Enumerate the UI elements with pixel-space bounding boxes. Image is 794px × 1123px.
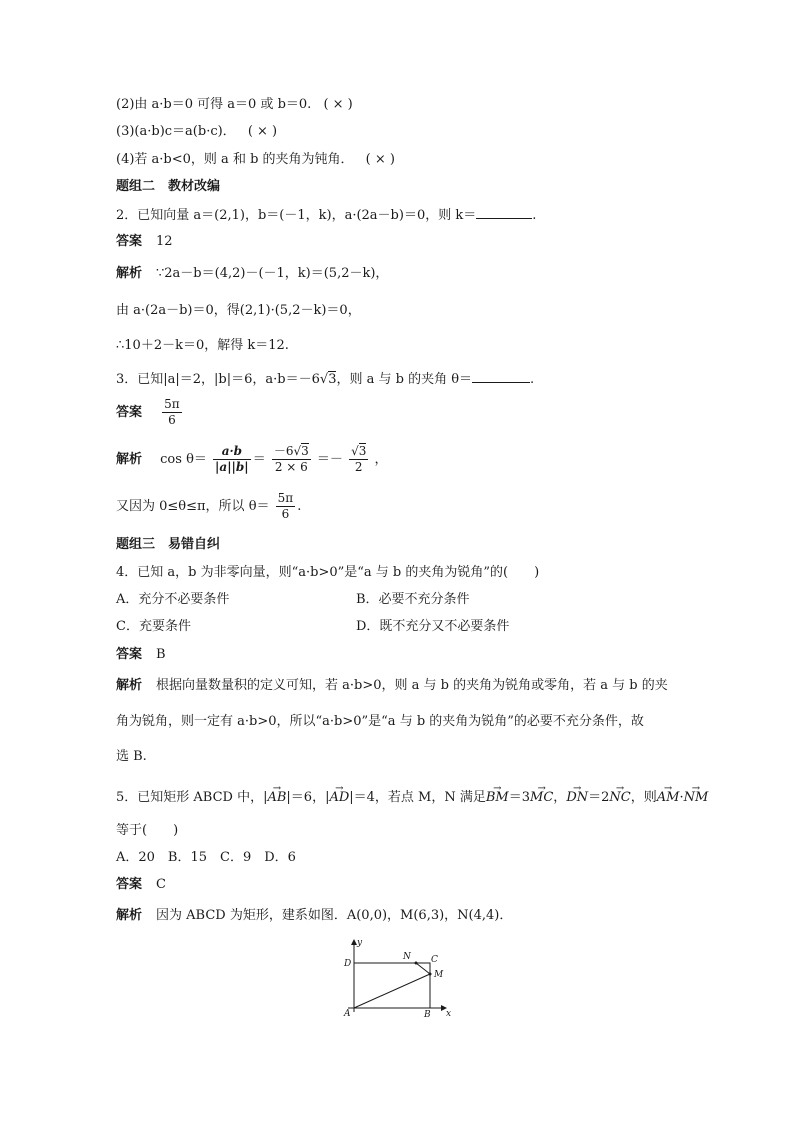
label-c: C xyxy=(431,955,438,965)
label-b: B xyxy=(424,1010,431,1020)
coordinate-figure xyxy=(338,936,458,1020)
q4-analysis-1: 解析 根据向量数量积的定义可知，若 a·b>0，则 a 与 b 的夹角为锐角或零角，若 a 与 b 的夹 xyxy=(116,678,668,693)
mark-x: ( × ) xyxy=(323,97,353,112)
label-d: D xyxy=(344,959,352,969)
q3-analysis-1: 解析 cos θ＝ $\frac{a\cdot b}{|a||b|}$ ＝ $\frac{-6√3}{2 \times 6}$ ＝－ $\frac{√3}{2}$ ， xyxy=(116,444,388,474)
q5-analysis: 解析 因为 ABCD 为矩形，建系如图．A(0,0)，M(6,3)，N(4,4)． xyxy=(116,908,513,923)
fraction: $\frac{√3}{2}$ xyxy=(351,444,367,474)
group2-title: 题组二 教材改编 xyxy=(116,179,221,194)
q1-item-4: (4)若 a·b<0，则 a 和 b 的夹角为钝角． ( × ) xyxy=(116,152,395,167)
label-n: N xyxy=(403,952,411,962)
q3-answer: 答案 $\frac{5\pi}{6}$ xyxy=(116,397,180,427)
q3-stem: 3．已知|a|＝2，|b|＝6，a·b＝－6√3，则 a 与 b 的夹角 θ＝ . xyxy=(116,372,535,387)
q3-analysis-2: 又因为 0≤θ≤π，所以 θ＝ $\frac{5\pi}{6}$ . xyxy=(116,491,302,521)
label-m: M xyxy=(434,970,444,980)
q4-option-c: C．充要条件 xyxy=(116,619,191,634)
q4-option-a: A．充分不必要条件 xyxy=(116,592,230,607)
rectangle-abcd xyxy=(354,963,430,1008)
q2-answer: 答案 12 xyxy=(116,234,173,249)
point-n xyxy=(415,962,418,965)
fraction: $\frac{a\cdot b}{|a||b|}$ xyxy=(215,444,249,474)
q4-option-b: B．必要不充分条件 xyxy=(356,592,470,607)
q4-option-d: D．既不充分又不必要条件 xyxy=(356,619,510,634)
q4-answer: 答案 B xyxy=(116,647,166,662)
q5-options: A．20 B．15 C．9 D．6 xyxy=(116,850,296,865)
label-x: x xyxy=(446,1009,452,1019)
q5-stem: 5．已知矩形 ABCD 中，|→ AB|＝6，|→ AD|＝4，若点 M，N 满足→ BM＝3→ MC，→ DN＝2→ NC，则→ AM·→ NM xyxy=(116,789,708,807)
answer-blank xyxy=(476,206,532,219)
mark-x: ( × ) xyxy=(247,124,278,139)
q5-stem-end: 等于( ) xyxy=(116,823,179,838)
q2-analysis-3: ∴10＋2－k＝0，解得 k＝12. xyxy=(116,338,289,353)
q5-answer: 答案 C xyxy=(116,877,166,892)
q2-analysis-1: 解析 ∵2a－b＝(4,2)－(－1，k)＝(5,2－k)， xyxy=(116,266,389,281)
q1-item-2: (2)由 a·b＝0 可得 a＝0 或 b＝0. ( × ) xyxy=(116,97,353,112)
label-a: A xyxy=(344,1009,351,1019)
segment-am xyxy=(354,974,430,1008)
fraction: $\frac{-6√3}{2 \times 6}$ xyxy=(273,444,309,474)
q2-stem: 2．已知向量 a＝(2,1)，b＝(－1，k)，a·(2a－b)＝0，则 k＝ . xyxy=(116,208,537,223)
mark-x: ( × ) xyxy=(365,152,395,167)
group3-title: 题组三 易错自纠 xyxy=(116,537,221,552)
q4-stem: 4．已知 a，b 为非零向量，则“a·b>0”是“a 与 b 的夹角为锐角”的( ) xyxy=(116,565,540,580)
point-m xyxy=(429,973,432,976)
q4-analysis-2: 角为锐角，则一定有 a·b>0，所以“a·b>0”是“a 与 b 的夹角为锐角”的必要不充分条件，故 xyxy=(116,714,644,729)
answer-blank xyxy=(472,370,530,383)
fraction: $\frac{5\pi}{6}$ xyxy=(164,397,180,427)
q4-analysis-3: 选 B. xyxy=(116,749,147,764)
segment-nm xyxy=(416,963,430,974)
q2-analysis-2: 由 a·(2a－b)＝0，得(2,1)·(5,2－k)＝0， xyxy=(116,303,361,318)
q1-item-3: (3)(a·b)c＝a(b·c)． ( × ) xyxy=(116,124,278,139)
fraction: $\frac{5\pi}{6}$ xyxy=(277,491,294,521)
label-y: y xyxy=(357,938,363,948)
